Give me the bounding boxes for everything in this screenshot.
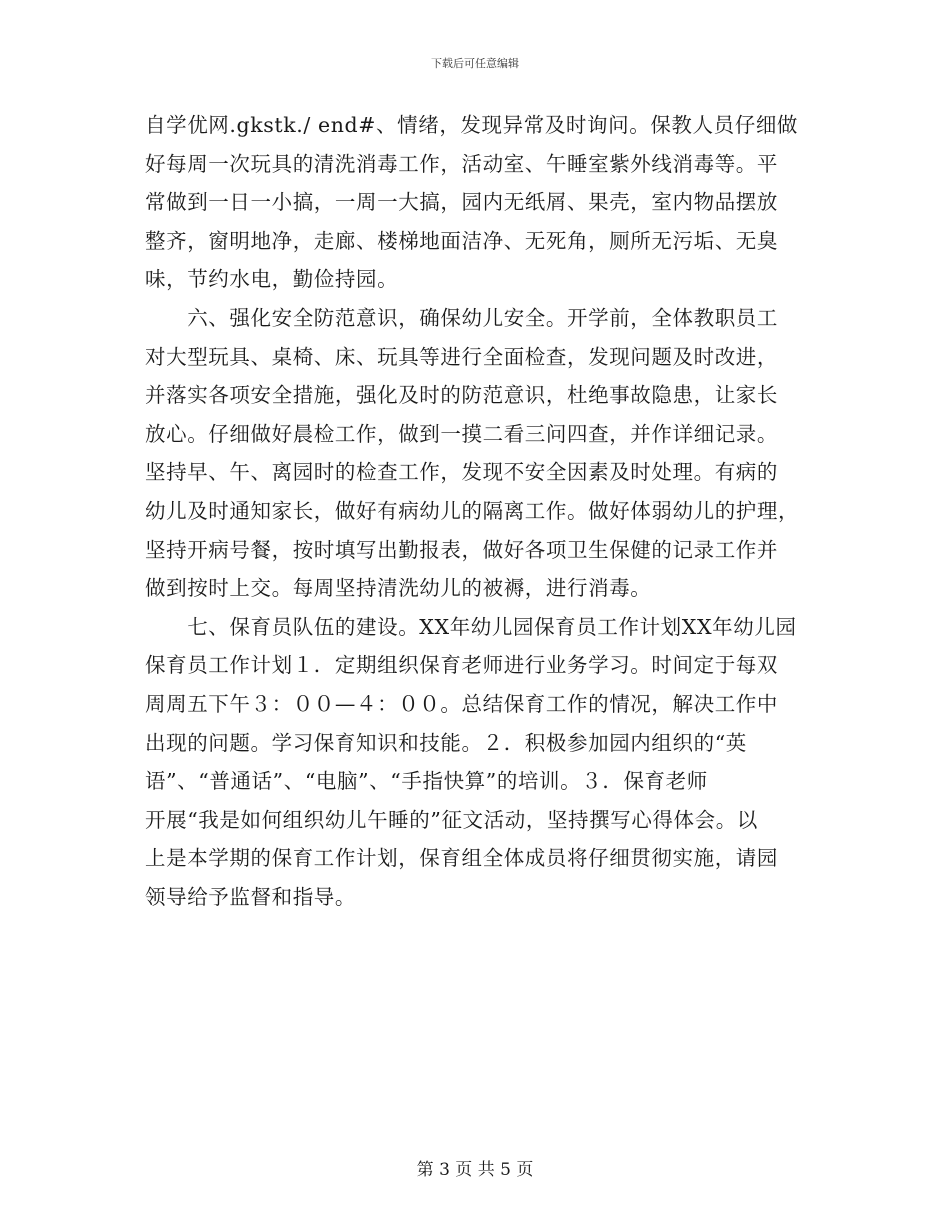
page-number-footer: 第 3 页 共 5 页 [416, 1160, 534, 1180]
text-line: 七、保育员队伍的建设。XX年幼儿园保育员工作计划XX年幼儿园 [145, 614, 797, 639]
text-line: 幼儿及时通知家长，做好有病幼儿的隔离工作。做好体弱幼儿的护理， [145, 498, 800, 523]
text-line: 周周五下午３：００—４：００。总结保育工作的情况，解决工作中 [145, 691, 778, 716]
text-line: 常做到一日一小搞，一周一大搞，园内无纸屑、果壳，室内物品摆放 [145, 190, 778, 215]
text-line: 并落实各项安全措施，强化及时的防范意识，杜绝事故隐患，让家长 [145, 383, 778, 408]
document-body [145, 106, 805, 916]
text-line: 出现的问题。学习保育知识和技能。２．积极参加园内组织的“英 [145, 730, 747, 755]
text-line: 做到按时上交。每周坚持清洗幼儿的被褥，进行消毒。 [145, 576, 652, 601]
text-line: 整齐，窗明地净，走廊、楼梯地面洁净、无死角，厕所无污垢、无臭 [145, 228, 778, 253]
text-line: 语”、“普通话”、“电脑”、“手指快算”的培训。３．保育老师 [145, 769, 708, 794]
text-line: 放心。仔细做好晨检工作，做到一摸二看三问四查，并作详细记录。 [145, 421, 778, 446]
text-line: 领导给予监督和指导。 [145, 884, 356, 909]
text-line: 味，节约水电，勤俭持园。 [145, 267, 399, 292]
text-line: 上是本学期的保育工作计划，保育组全体成员将仔细贯彻实施，请园 [145, 846, 778, 871]
text-line: 自学优网.gkstk./ end#、情绪，发现异常及时询问。保教人员仔细做 [145, 113, 799, 137]
text-line: 好每周一次玩具的清洗消毒工作，活动室、午睡室紫外线消毒等。平 [145, 151, 778, 176]
text-line: 对大型玩具、桌椅、床、玩具等进行全面检查，发现问题及时改进， [145, 344, 778, 369]
text-line: 六、强化安全防范意识，确保幼儿安全。开学前，全体教职员工 [145, 305, 778, 330]
text-line: 保育员工作计划１．定期组织保育老师进行业务学习。时间定于每双 [145, 653, 778, 678]
text-line: 坚持开病号餐，按时填写出勤报表，做好各项卫生保健的记录工作并 [145, 537, 778, 562]
text-line: 开展“我是如何组织幼儿午睡的”征文活动，坚持撰写心得体会。以 [145, 807, 758, 832]
text-line: 坚持早、午、离园时的检查工作，发现不安全因素及时处理。有病的 [145, 460, 778, 485]
page-header: 下载后可任意编辑 [431, 57, 519, 70]
